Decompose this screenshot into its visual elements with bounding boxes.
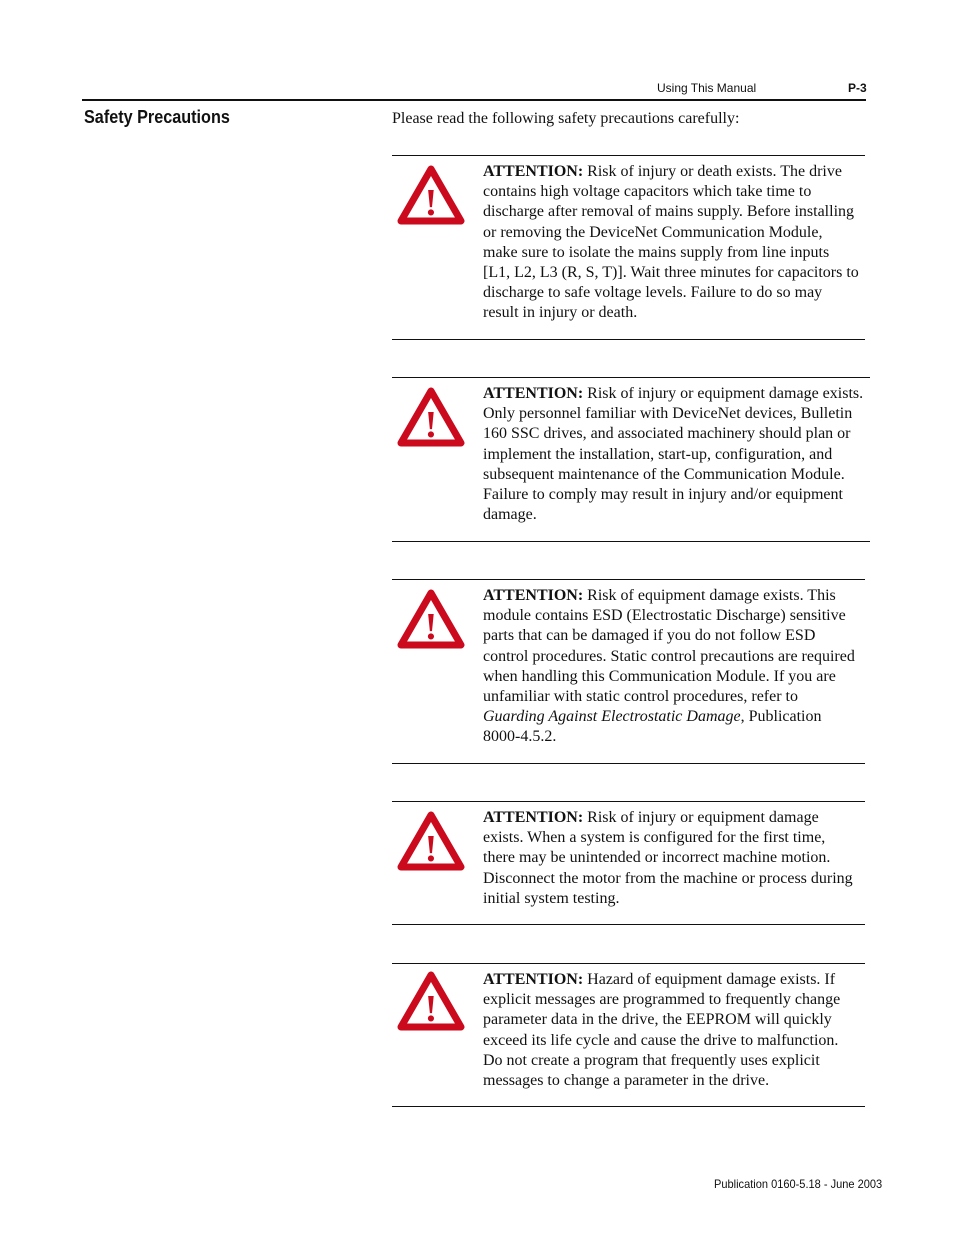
attention-text-1 [483,162,859,324]
attention-text-2 [483,384,864,525]
attention-label: ATTENTION: [483,971,584,988]
attention-box-3 [392,579,865,764]
warning-triangle-icon [397,811,465,873]
warning-glyph: ! [424,404,438,446]
warning-glyph: ! [424,828,438,870]
section-title: Safety Precautions [84,107,230,127]
attention-body: Risk of injury or equipment damage exists. When a system is configured for the first time, there may be unintended or incorrect machine motion. Disconnect the motor from the machine or process during initial system testing. [483,809,853,907]
attention-text-4 [483,808,859,909]
intro-text: Please read the following safety precautions carefully: [392,110,740,127]
attention-label: ATTENTION: [483,587,584,604]
attention-label: ATTENTION: [483,385,584,402]
running-header: Using This Manual [657,81,757,95]
attention-box-2 [392,377,870,542]
attention-body: Hazard of equipment damage exists. If explicit messages are programmed to frequently change parameter data in the drive, the EEPROM will quickly exceed its life cycle and cause the drive to malfunction. Do not create a program that frequently uses explicit messages to change a parameter in the drive. [483,971,841,1090]
attention-text-5 [483,970,859,1091]
warning-triangle-icon [397,387,465,449]
warning-triangle-icon [397,589,465,651]
page-number: P-3 [848,81,867,95]
attention-box-4 [392,801,865,925]
attention-text-3 [483,586,859,748]
attention-body [483,587,855,745]
warning-triangle-icon [397,165,465,227]
attention-body-part: , Publication 8000-4.5.2. [483,708,822,746]
header-rule [82,99,866,101]
publication-title: Guarding Against Electrostatic Damage [483,708,741,726]
warning-glyph: ! [424,182,438,224]
warning-triangle-icon [397,971,465,1033]
attention-box-1 [392,155,865,340]
publication-footer: Publication 0160-5.18 - June 2003 [714,1177,883,1191]
attention-box-5 [392,963,865,1107]
attention-body: Risk of injury or equipment damage exists. Only personnel familiar with DeviceNet devices, Bulletin 160 SSC drives, and associated machinery should plan or implement the installation, start-up, configuration, and subsequent maintenance of the Communication Module. Failure to comply may result in injury and/or equipment damage. [483,385,864,524]
warning-glyph: ! [424,988,438,1030]
attention-body: Risk of injury or death exists. The drive contains high voltage capacitors which take time to discharge after removal of mains supply. Before installing or removing the DeviceNet Communication Module, make sure to isolate the mains supply from line inputs [L1, L2, L3 (R, S, T)]. Wait three minutes for capacitors to discharge to safe voltage levels. Failure to do so may result in injury or death. [483,163,859,322]
attention-body-part: Risk of equipment damage exists. This module contains ESD (Electrostatic Discharge) sensitive parts that can be damaged if you do not follow ESD control procedures. Static control precautions are required when handling this Communication Module. If you are unfamiliar with static control procedures, refer to [483,587,855,706]
attention-label: ATTENTION: [483,163,584,180]
attention-label: ATTENTION: [483,809,584,826]
warning-glyph: ! [424,606,438,648]
